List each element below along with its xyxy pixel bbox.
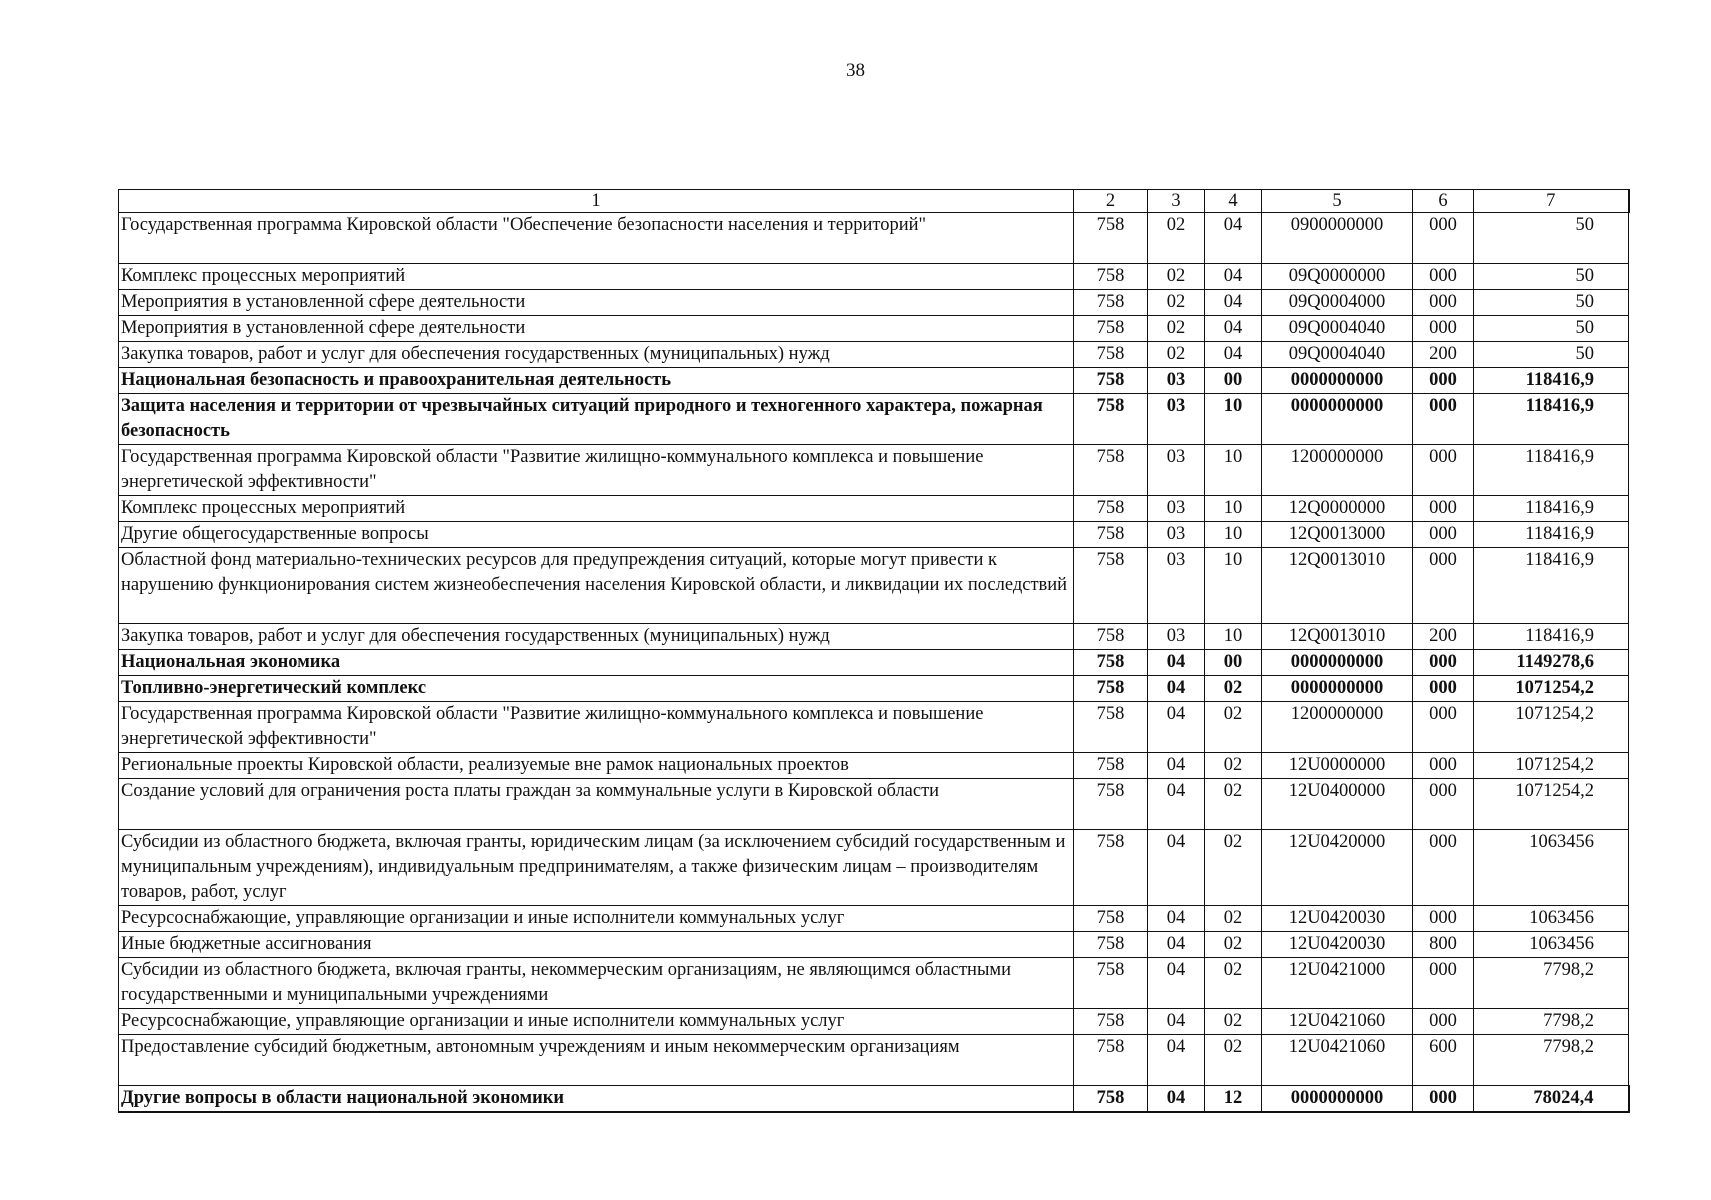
row-name-cell: Государственная программа Кировской области "Обеспечение безопасности населения и территорий" <box>119 213 1074 264</box>
table-body <box>119 213 1629 1113</box>
page-number: 38 <box>846 60 865 81</box>
subsection-cell: 02 <box>1205 906 1262 932</box>
admin-code-cell: 758 <box>1074 290 1148 316</box>
amount-cell: 118416,9 <box>1474 445 1629 496</box>
row-name-cell: Национальная экономика <box>119 650 1074 676</box>
subsection-cell: 02 <box>1205 1035 1262 1086</box>
subsection-cell: 12 <box>1205 1086 1262 1113</box>
table-row <box>119 316 1629 342</box>
table-row <box>119 445 1629 496</box>
row-name-cell: Региональные проекты Кировской области, реализуемые вне рамок национальных проектов <box>119 753 1074 779</box>
admin-code-cell: 758 <box>1074 522 1148 548</box>
target-article-cell: 12U0421000 <box>1262 958 1413 1009</box>
table-row <box>119 264 1629 290</box>
section-cell: 04 <box>1148 1035 1205 1086</box>
section-cell: 03 <box>1148 368 1205 394</box>
amount-cell: 1063456 <box>1474 906 1629 932</box>
table-row <box>119 290 1629 316</box>
expense-type-cell: 000 <box>1413 548 1474 624</box>
table-row <box>119 394 1629 445</box>
target-article-cell: 12U0000000 <box>1262 753 1413 779</box>
target-article-cell: 0000000000 <box>1262 1086 1413 1113</box>
row-name-cell: Ресурсоснабжающие, управляющие организации и иные исполнители коммунальных услуг <box>119 906 1074 932</box>
expense-type-cell: 000 <box>1413 264 1474 290</box>
admin-code-cell: 758 <box>1074 624 1148 650</box>
expense-type-cell: 000 <box>1413 522 1474 548</box>
column-header: 3 <box>1148 190 1205 213</box>
expense-type-cell: 000 <box>1413 213 1474 264</box>
expense-type-cell: 000 <box>1413 316 1474 342</box>
expense-type-cell: 000 <box>1413 779 1474 830</box>
subsection-cell: 02 <box>1205 676 1262 702</box>
table-row <box>119 496 1629 522</box>
expense-type-cell: 000 <box>1413 830 1474 906</box>
target-article-cell: 12U0421060 <box>1262 1035 1413 1086</box>
expense-type-cell: 600 <box>1413 1035 1474 1086</box>
section-cell: 02 <box>1148 316 1205 342</box>
row-name-cell: Комплекс процессных мероприятий <box>119 264 1074 290</box>
amount-cell: 118416,9 <box>1474 522 1629 548</box>
expense-type-cell: 000 <box>1413 753 1474 779</box>
section-cell: 04 <box>1148 906 1205 932</box>
admin-code-cell: 758 <box>1074 958 1148 1009</box>
target-article-cell: 09Q0004000 <box>1262 290 1413 316</box>
admin-code-cell: 758 <box>1074 932 1148 958</box>
row-name-cell: Закупка товаров, работ и услуг для обеспечения государственных (муниципальных) нужд <box>119 342 1074 368</box>
table-row <box>119 522 1629 548</box>
admin-code-cell: 758 <box>1074 650 1148 676</box>
admin-code-cell: 758 <box>1074 676 1148 702</box>
column-header: 4 <box>1205 190 1262 213</box>
subsection-cell: 02 <box>1205 1009 1262 1035</box>
budget-table <box>118 189 1630 1113</box>
target-article-cell: 09Q0004040 <box>1262 342 1413 368</box>
amount-cell: 50 <box>1474 213 1629 264</box>
table-row <box>119 368 1629 394</box>
subsection-cell: 10 <box>1205 445 1262 496</box>
row-name-cell: Национальная безопасность и правоохранительная деятельность <box>119 368 1074 394</box>
row-name-cell: Другие общегосударственные вопросы <box>119 522 1074 548</box>
admin-code-cell: 758 <box>1074 342 1148 368</box>
row-name-cell: Мероприятия в установленной сфере деятельности <box>119 316 1074 342</box>
target-article-cell: 0000000000 <box>1262 368 1413 394</box>
section-cell: 03 <box>1148 496 1205 522</box>
expense-type-cell: 000 <box>1413 1086 1474 1113</box>
expense-type-cell: 000 <box>1413 290 1474 316</box>
amount-cell: 50 <box>1474 290 1629 316</box>
subsection-cell: 00 <box>1205 368 1262 394</box>
section-cell: 04 <box>1148 676 1205 702</box>
admin-code-cell: 758 <box>1074 264 1148 290</box>
admin-code-cell: 758 <box>1074 1009 1148 1035</box>
amount-cell: 50 <box>1474 316 1629 342</box>
target-article-cell: 0000000000 <box>1262 676 1413 702</box>
row-name-cell: Государственная программа Кировской области "Развитие жилищно-коммунального комплекса и повышение энергетической эффективности" <box>119 702 1074 753</box>
expense-type-cell: 000 <box>1413 958 1474 1009</box>
column-header: 2 <box>1074 190 1148 213</box>
row-name-cell: Государственная программа Кировской области "Развитие жилищно-коммунального комплекса и повышение энергетической эффективности" <box>119 445 1074 496</box>
admin-code-cell: 758 <box>1074 1035 1148 1086</box>
table-row <box>119 1035 1629 1086</box>
section-cell: 02 <box>1148 290 1205 316</box>
amount-cell: 1071254,2 <box>1474 779 1629 830</box>
subsection-cell: 00 <box>1205 650 1262 676</box>
row-name-cell: Иные бюджетные ассигнования <box>119 932 1074 958</box>
subsection-cell: 02 <box>1205 932 1262 958</box>
target-article-cell: 0900000000 <box>1262 213 1413 264</box>
admin-code-cell: 758 <box>1074 548 1148 624</box>
target-article-cell: 12U0420030 <box>1262 932 1413 958</box>
subsection-cell: 02 <box>1205 958 1262 1009</box>
section-cell: 04 <box>1148 650 1205 676</box>
column-header: 5 <box>1262 190 1413 213</box>
subsection-cell: 04 <box>1205 264 1262 290</box>
row-name-cell: Создание условий для ограничения роста платы граждан за коммунальные услуги в Кировской области <box>119 779 1074 830</box>
target-article-cell: 1200000000 <box>1262 445 1413 496</box>
expense-type-cell: 000 <box>1413 496 1474 522</box>
subsection-cell: 10 <box>1205 624 1262 650</box>
expense-type-cell: 000 <box>1413 368 1474 394</box>
section-cell: 04 <box>1148 779 1205 830</box>
subsection-cell: 02 <box>1205 702 1262 753</box>
expense-type-cell: 000 <box>1413 394 1474 445</box>
admin-code-cell: 758 <box>1074 316 1148 342</box>
section-cell: 03 <box>1148 394 1205 445</box>
row-name-cell: Ресурсоснабжающие, управляющие организации и иные исполнители коммунальных услуг <box>119 1009 1074 1035</box>
subsection-cell: 04 <box>1205 290 1262 316</box>
subsection-cell: 04 <box>1205 342 1262 368</box>
row-name-cell: Закупка товаров, работ и услуг для обеспечения государственных (муниципальных) нужд <box>119 624 1074 650</box>
target-article-cell: 12Q0013010 <box>1262 624 1413 650</box>
target-article-cell: 12U0421060 <box>1262 1009 1413 1035</box>
column-header: 7 <box>1474 190 1629 213</box>
expense-type-cell: 000 <box>1413 702 1474 753</box>
section-cell: 02 <box>1148 342 1205 368</box>
table-row <box>119 830 1629 906</box>
table-row <box>119 213 1629 264</box>
target-article-cell: 12U0420000 <box>1262 830 1413 906</box>
table-row <box>119 676 1629 702</box>
table-row <box>119 624 1629 650</box>
target-article-cell: 0000000000 <box>1262 394 1413 445</box>
admin-code-cell: 758 <box>1074 753 1148 779</box>
expense-type-cell: 000 <box>1413 906 1474 932</box>
table-row <box>119 932 1629 958</box>
table-row <box>119 753 1629 779</box>
admin-code-cell: 758 <box>1074 1086 1148 1113</box>
subsection-cell: 02 <box>1205 779 1262 830</box>
target-article-cell: 0000000000 <box>1262 650 1413 676</box>
amount-cell: 1063456 <box>1474 830 1629 906</box>
target-article-cell: 12U0420030 <box>1262 906 1413 932</box>
table-row <box>119 779 1629 830</box>
section-cell: 03 <box>1148 548 1205 624</box>
table-row <box>119 342 1629 368</box>
section-cell: 04 <box>1148 1086 1205 1113</box>
row-name-cell: Предоставление субсидий бюджетным, автономным учреждениям и иным некоммерческим организациям <box>119 1035 1074 1086</box>
amount-cell: 50 <box>1474 264 1629 290</box>
target-article-cell: 09Q0000000 <box>1262 264 1413 290</box>
section-cell: 03 <box>1148 624 1205 650</box>
table-row <box>119 1009 1629 1035</box>
admin-code-cell: 758 <box>1074 496 1148 522</box>
subsection-cell: 10 <box>1205 522 1262 548</box>
table-row <box>119 702 1629 753</box>
column-header: 1 <box>119 190 1074 213</box>
table-row <box>119 906 1629 932</box>
expense-type-cell: 000 <box>1413 676 1474 702</box>
table-row <box>119 958 1629 1009</box>
amount-cell: 78024,4 <box>1474 1086 1629 1113</box>
column-header: 6 <box>1413 190 1474 213</box>
section-cell: 04 <box>1148 830 1205 906</box>
row-name-cell: Мероприятия в установленной сфере деятельности <box>119 290 1074 316</box>
amount-cell: 1071254,2 <box>1474 676 1629 702</box>
row-name-cell: Субсидии из областного бюджета, включая гранты, некоммерческим организациям, не являющимся областными государственными и муниципальными учреждениями <box>119 958 1074 1009</box>
amount-cell: 1071254,2 <box>1474 753 1629 779</box>
expense-type-cell: 200 <box>1413 624 1474 650</box>
admin-code-cell: 758 <box>1074 779 1148 830</box>
expense-type-cell: 000 <box>1413 1009 1474 1035</box>
section-cell: 04 <box>1148 932 1205 958</box>
amount-cell: 7798,2 <box>1474 1009 1629 1035</box>
amount-cell: 7798,2 <box>1474 958 1629 1009</box>
target-article-cell: 12Q0013010 <box>1262 548 1413 624</box>
target-article-cell: 12U0400000 <box>1262 779 1413 830</box>
section-cell: 03 <box>1148 522 1205 548</box>
target-article-cell: 12Q0013000 <box>1262 522 1413 548</box>
expense-type-cell: 000 <box>1413 650 1474 676</box>
admin-code-cell: 758 <box>1074 445 1148 496</box>
subsection-cell: 10 <box>1205 496 1262 522</box>
subsection-cell: 10 <box>1205 394 1262 445</box>
row-name-cell: Другие вопросы в области национальной экономики <box>119 1086 1074 1113</box>
amount-cell: 118416,9 <box>1474 548 1629 624</box>
subsection-cell: 02 <box>1205 753 1262 779</box>
expense-type-cell: 200 <box>1413 342 1474 368</box>
section-cell: 04 <box>1148 958 1205 1009</box>
target-article-cell: 09Q0004040 <box>1262 316 1413 342</box>
row-name-cell: Комплекс процессных мероприятий <box>119 496 1074 522</box>
subsection-cell: 02 <box>1205 830 1262 906</box>
amount-cell: 1063456 <box>1474 932 1629 958</box>
section-cell: 03 <box>1148 445 1205 496</box>
table-row <box>119 548 1629 624</box>
section-cell: 02 <box>1148 213 1205 264</box>
expense-type-cell: 000 <box>1413 445 1474 496</box>
amount-cell: 118416,9 <box>1474 368 1629 394</box>
section-cell: 04 <box>1148 753 1205 779</box>
amount-cell: 1149278,6 <box>1474 650 1629 676</box>
amount-cell: 118416,9 <box>1474 624 1629 650</box>
table-row <box>119 1086 1629 1113</box>
target-article-cell: 12Q0000000 <box>1262 496 1413 522</box>
row-name-cell: Субсидии из областного бюджета, включая гранты, юридическим лицам (за исключением субсидий государственным и муниципальным учреждениям), индивидуальным предпринимателям, а также физическим лицам – производителям товаров, работ, услуг <box>119 830 1074 906</box>
row-name-cell: Защита населения и территории от чрезвычайных ситуаций природного и техногенного характера, пожарная безопасность <box>119 394 1074 445</box>
table-row <box>119 650 1629 676</box>
admin-code-cell: 758 <box>1074 830 1148 906</box>
subsection-cell: 04 <box>1205 213 1262 264</box>
section-cell: 04 <box>1148 1009 1205 1035</box>
amount-cell: 1071254,2 <box>1474 702 1629 753</box>
row-name-cell: Областной фонд материально-технических ресурсов для предупреждения ситуаций, которые могут привести к нарушению функционирования систем жизнеобеспечения населения Кировской области, и ликвидации их последствий <box>119 548 1074 624</box>
section-cell: 02 <box>1148 264 1205 290</box>
amount-cell: 118416,9 <box>1474 394 1629 445</box>
subsection-cell: 04 <box>1205 316 1262 342</box>
amount-cell: 118416,9 <box>1474 496 1629 522</box>
section-cell: 04 <box>1148 702 1205 753</box>
admin-code-cell: 758 <box>1074 906 1148 932</box>
admin-code-cell: 758 <box>1074 394 1148 445</box>
amount-cell: 7798,2 <box>1474 1035 1629 1086</box>
amount-cell: 50 <box>1474 342 1629 368</box>
row-name-cell: Топливно-энергетический комплекс <box>119 676 1074 702</box>
admin-code-cell: 758 <box>1074 702 1148 753</box>
target-article-cell: 1200000000 <box>1262 702 1413 753</box>
expense-type-cell: 800 <box>1413 932 1474 958</box>
header-row <box>119 190 1629 213</box>
admin-code-cell: 758 <box>1074 213 1148 264</box>
subsection-cell: 10 <box>1205 548 1262 624</box>
admin-code-cell: 758 <box>1074 368 1148 394</box>
